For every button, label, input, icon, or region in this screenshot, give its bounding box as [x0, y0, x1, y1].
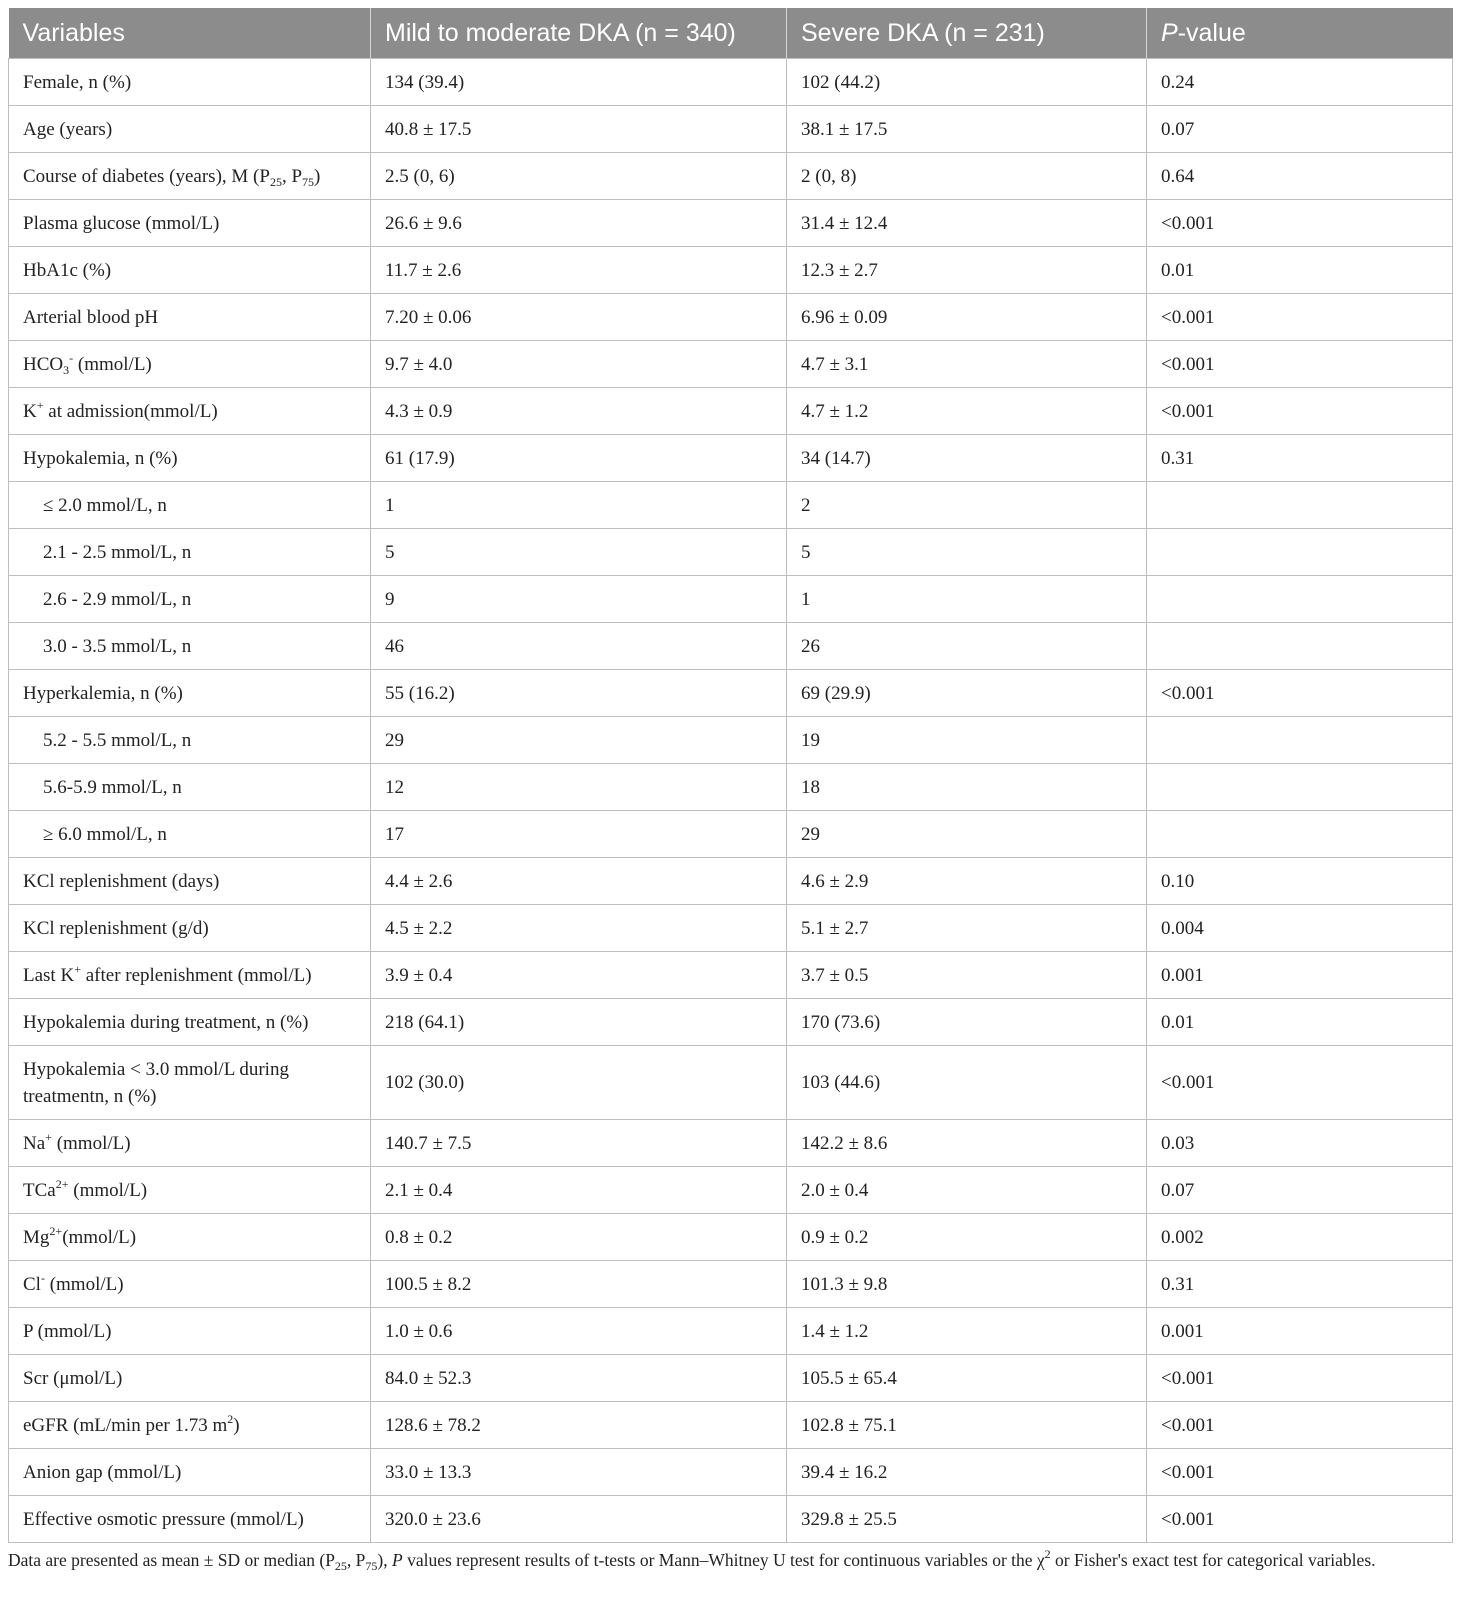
p-value-cell: 0.31: [1147, 1261, 1453, 1308]
severe-value-cell: 102 (44.2): [787, 59, 1147, 106]
p-value-cell: [1147, 764, 1453, 811]
mild-value-cell: 26.6 ± 9.6: [371, 200, 787, 247]
mild-value-cell: 134 (39.4): [371, 59, 787, 106]
variable-label-part: ): [233, 1414, 240, 1436]
results-table: [8, 8, 1453, 1543]
variable-cell: 5.6-5.9 mmol/L, n: [9, 764, 371, 811]
p-value-cell: 0.002: [1147, 1214, 1453, 1261]
table-row: [9, 529, 1453, 576]
table-row: [9, 717, 1453, 764]
header-p-italic: P: [1161, 18, 1178, 47]
variable-cell: [9, 341, 371, 388]
table-container: [8, 8, 1452, 1571]
severe-value-cell: 12.3 ± 2.7: [787, 247, 1147, 294]
mild-value-cell: 9.7 ± 4.0: [371, 341, 787, 388]
variable-cell: KCl replenishment (g/d): [9, 905, 371, 952]
severe-value-cell: 0.9 ± 0.2: [787, 1214, 1147, 1261]
variable-cell: [9, 1261, 371, 1308]
variable-cell: 5.2 - 5.5 mmol/L, n: [9, 717, 371, 764]
table-row: [9, 1046, 1453, 1120]
header-p-rest: -value: [1177, 18, 1246, 47]
p-value-cell: 0.07: [1147, 106, 1453, 153]
table-row: [9, 200, 1453, 247]
variable-cell: Hypokalemia, n (%): [9, 435, 371, 482]
p-value-cell: [1147, 576, 1453, 623]
severe-value-cell: 101.3 ± 9.8: [787, 1261, 1147, 1308]
table-row: [9, 1449, 1453, 1496]
variable-label-part: (mmol/L): [62, 1226, 137, 1248]
severe-value-cell: 69 (29.9): [787, 670, 1147, 717]
variable-label-part: (mmol/L): [51, 1132, 131, 1154]
severe-value-cell: 142.2 ± 8.6: [787, 1120, 1147, 1167]
variable-cell: Hypokalemia < 3.0 mmol/L during treatmentn, n (%): [9, 1046, 371, 1120]
variable-label-part: Na: [23, 1132, 46, 1154]
variable-cell: Hypokalemia during treatment, n (%): [9, 999, 371, 1046]
table-row: [9, 858, 1453, 905]
mild-value-cell: 46: [371, 623, 787, 670]
header-severe: Severe DKA (n = 231): [787, 8, 1147, 59]
table-row: [9, 999, 1453, 1046]
p-value-cell: 0.004: [1147, 905, 1453, 952]
table-row: [9, 1496, 1453, 1543]
p-value-cell: [1147, 529, 1453, 576]
variable-cell: [9, 952, 371, 999]
mild-value-cell: 140.7 ± 7.5: [371, 1120, 787, 1167]
variable-label-part: (mmol/L): [73, 353, 152, 375]
table-row: [9, 59, 1453, 106]
severe-value-cell: 5: [787, 529, 1147, 576]
variable-label-part: +: [74, 961, 81, 976]
mild-value-cell: 100.5 ± 8.2: [371, 1261, 787, 1308]
p-value-cell: <0.001: [1147, 200, 1453, 247]
variable-cell: Effective osmotic pressure (mmol/L): [9, 1496, 371, 1543]
mild-value-cell: 4.3 ± 0.9: [371, 388, 787, 435]
variable-cell: 3.0 - 3.5 mmol/L, n: [9, 623, 371, 670]
p-value-cell: [1147, 717, 1453, 764]
variable-label-part: 3: [63, 362, 70, 377]
variable-label-part: (mmol/L): [44, 1273, 124, 1295]
footnote-text-2: , P: [346, 1550, 366, 1570]
table-row: [9, 764, 1453, 811]
severe-value-cell: 5.1 ± 2.7: [787, 905, 1147, 952]
mild-value-cell: 0.8 ± 0.2: [371, 1214, 787, 1261]
severe-value-cell: 2 (0, 8): [787, 153, 1147, 200]
variable-label-part: 2+: [55, 1176, 69, 1191]
severe-value-cell: 6.96 ± 0.09: [787, 294, 1147, 341]
p-value-cell: <0.001: [1147, 341, 1453, 388]
severe-value-cell: 39.4 ± 16.2: [787, 1449, 1147, 1496]
mild-value-cell: 40.8 ± 17.5: [371, 106, 787, 153]
p-value-cell: [1147, 482, 1453, 529]
footnote-text-4: values represent results of t-tests or Mann–Whitney U test for continuous variables or the χ: [402, 1550, 1045, 1570]
variable-cell: ≤ 2.0 mmol/L, n: [9, 482, 371, 529]
mild-value-cell: 9: [371, 576, 787, 623]
variable-cell: [9, 1120, 371, 1167]
table-footnote: [8, 1547, 1452, 1573]
p-value-cell: [1147, 811, 1453, 858]
footnote-p-italic: P: [391, 1550, 403, 1570]
table-row: [9, 106, 1453, 153]
mild-value-cell: 128.6 ± 78.2: [371, 1402, 787, 1449]
variable-label-part: ): [314, 165, 321, 187]
severe-value-cell: 329.8 ± 25.5: [787, 1496, 1147, 1543]
footnote-sub-1: 25: [334, 1559, 347, 1573]
p-value-cell: 0.07: [1147, 1167, 1453, 1214]
variable-label-part: after replenishment (mmol/L): [80, 964, 312, 986]
table-row: [9, 576, 1453, 623]
variable-label-part: +: [45, 1129, 52, 1144]
footnote-text-5: or Fisher's exact test for categorical variables.: [1050, 1550, 1376, 1570]
mild-value-cell: 102 (30.0): [371, 1046, 787, 1120]
footnote-text-1: Data are presented as mean ± SD or median (P: [8, 1550, 335, 1570]
variable-cell: ≥ 6.0 mmol/L, n: [9, 811, 371, 858]
severe-value-cell: 1.4 ± 1.2: [787, 1308, 1147, 1355]
severe-value-cell: 4.7 ± 3.1: [787, 341, 1147, 388]
p-value-cell: 0.31: [1147, 435, 1453, 482]
p-value-cell: <0.001: [1147, 1355, 1453, 1402]
variable-label-part: 2+: [49, 1223, 63, 1238]
mild-value-cell: 1: [371, 482, 787, 529]
header-p-value: [1147, 8, 1453, 59]
variable-label-part: 2: [227, 1411, 234, 1426]
mild-value-cell: 12: [371, 764, 787, 811]
table-row: [9, 1402, 1453, 1449]
table-row: [9, 1167, 1453, 1214]
mild-value-cell: 4.5 ± 2.2: [371, 905, 787, 952]
variable-label-part: eGFR (mL/min per 1.73 m: [23, 1414, 228, 1436]
table-row: [9, 623, 1453, 670]
table-row: [9, 341, 1453, 388]
mild-value-cell: 2.5 (0, 6): [371, 153, 787, 200]
p-value-cell: <0.001: [1147, 670, 1453, 717]
variable-cell: Anion gap (mmol/L): [9, 1449, 371, 1496]
severe-value-cell: 34 (14.7): [787, 435, 1147, 482]
p-value-cell: <0.001: [1147, 1402, 1453, 1449]
table-row: [9, 247, 1453, 294]
mild-value-cell: 7.20 ± 0.06: [371, 294, 787, 341]
severe-value-cell: 38.1 ± 17.5: [787, 106, 1147, 153]
p-value-cell: <0.001: [1147, 1449, 1453, 1496]
variable-label-part: -: [69, 350, 74, 365]
footnote-text-3: ),: [377, 1550, 392, 1570]
variable-cell: P (mmol/L): [9, 1308, 371, 1355]
severe-value-cell: 31.4 ± 12.4: [787, 200, 1147, 247]
p-value-cell: 0.001: [1147, 952, 1453, 999]
p-value-cell: 0.64: [1147, 153, 1453, 200]
header-mild: Mild to moderate DKA (n = 340): [371, 8, 787, 59]
severe-value-cell: 26: [787, 623, 1147, 670]
mild-value-cell: 33.0 ± 13.3: [371, 1449, 787, 1496]
mild-value-cell: 84.0 ± 52.3: [371, 1355, 787, 1402]
variable-label-part: 25: [269, 174, 282, 189]
table-body: [9, 59, 1453, 1543]
mild-value-cell: 17: [371, 811, 787, 858]
variable-label-part: TCa: [23, 1179, 56, 1201]
severe-value-cell: 170 (73.6): [787, 999, 1147, 1046]
variable-label-part: Mg: [23, 1226, 50, 1248]
variable-cell: Female, n (%): [9, 59, 371, 106]
severe-value-cell: 102.8 ± 75.1: [787, 1402, 1147, 1449]
variable-label-part: K: [23, 400, 37, 422]
variable-cell: Age (years): [9, 106, 371, 153]
variable-label-part: at admission(mmol/L): [43, 400, 218, 422]
variable-label-part: (mmol/L): [68, 1179, 148, 1201]
table-row: [9, 952, 1453, 999]
mild-value-cell: 218 (64.1): [371, 999, 787, 1046]
table-row: [9, 294, 1453, 341]
mild-value-cell: 61 (17.9): [371, 435, 787, 482]
p-value-cell: 0.01: [1147, 999, 1453, 1046]
p-value-cell: <0.001: [1147, 1046, 1453, 1120]
variable-cell: Arterial blood pH: [9, 294, 371, 341]
variable-label-part: , P: [281, 165, 303, 187]
mild-value-cell: 2.1 ± 0.4: [371, 1167, 787, 1214]
table-row: [9, 670, 1453, 717]
variable-label-part: HCO: [23, 353, 64, 375]
table-row: [9, 905, 1453, 952]
variable-cell: [9, 153, 371, 200]
p-value-cell: 0.01: [1147, 247, 1453, 294]
table-row: [9, 153, 1453, 200]
p-value-cell: 0.10: [1147, 858, 1453, 905]
variable-cell: [9, 388, 371, 435]
severe-value-cell: 1: [787, 576, 1147, 623]
p-value-cell: 0.24: [1147, 59, 1453, 106]
severe-value-cell: 3.7 ± 0.5: [787, 952, 1147, 999]
variable-cell: Hyperkalemia, n (%): [9, 670, 371, 717]
severe-value-cell: 4.7 ± 1.2: [787, 388, 1147, 435]
severe-value-cell: 29: [787, 811, 1147, 858]
p-value-cell: <0.001: [1147, 1496, 1453, 1543]
p-value-cell: [1147, 623, 1453, 670]
variable-cell: HbA1c (%): [9, 247, 371, 294]
variable-label-part: Last K: [23, 964, 75, 986]
mild-value-cell: 5: [371, 529, 787, 576]
header-variables: Variables: [9, 8, 371, 59]
variable-label-part: +: [36, 397, 44, 412]
p-value-cell: 0.001: [1147, 1308, 1453, 1355]
table-row: [9, 1308, 1453, 1355]
variable-label-part: 75: [302, 174, 315, 189]
table-row: [9, 435, 1453, 482]
severe-value-cell: 4.6 ± 2.9: [787, 858, 1147, 905]
severe-value-cell: 2: [787, 482, 1147, 529]
mild-value-cell: 11.7 ± 2.6: [371, 247, 787, 294]
severe-value-cell: 105.5 ± 65.4: [787, 1355, 1147, 1402]
variable-label-part: Cl: [23, 1273, 41, 1295]
table-row: [9, 811, 1453, 858]
variable-cell: KCl replenishment (days): [9, 858, 371, 905]
footnote-sub-2: 75: [365, 1559, 378, 1573]
variable-cell: 2.6 - 2.9 mmol/L, n: [9, 576, 371, 623]
severe-value-cell: 103 (44.6): [787, 1046, 1147, 1120]
footnote-sup-1: 2: [1044, 1547, 1051, 1561]
table-header: [9, 8, 1453, 59]
table-row: [9, 388, 1453, 435]
mild-value-cell: 3.9 ± 0.4: [371, 952, 787, 999]
mild-value-cell: 4.4 ± 2.6: [371, 858, 787, 905]
mild-value-cell: 320.0 ± 23.6: [371, 1496, 787, 1543]
mild-value-cell: 1.0 ± 0.6: [371, 1308, 787, 1355]
table-row: [9, 1261, 1453, 1308]
table-row: [9, 482, 1453, 529]
p-value-cell: <0.001: [1147, 388, 1453, 435]
table-row: [9, 1214, 1453, 1261]
table-row: [9, 1120, 1453, 1167]
variable-cell: [9, 1167, 371, 1214]
variable-cell: Plasma glucose (mmol/L): [9, 200, 371, 247]
variable-label-part: Course of diabetes (years), M (P: [23, 165, 270, 187]
variable-cell: [9, 1214, 371, 1261]
variable-cell: Scr (μmol/L): [9, 1355, 371, 1402]
variable-cell: 2.1 - 2.5 mmol/L, n: [9, 529, 371, 576]
severe-value-cell: 18: [787, 764, 1147, 811]
mild-value-cell: 55 (16.2): [371, 670, 787, 717]
severe-value-cell: 2.0 ± 0.4: [787, 1167, 1147, 1214]
severe-value-cell: 19: [787, 717, 1147, 764]
p-value-cell: <0.001: [1147, 294, 1453, 341]
table-row: [9, 1355, 1453, 1402]
variable-label-part: -: [40, 1270, 45, 1285]
header-row: [9, 8, 1453, 59]
p-value-cell: 0.03: [1147, 1120, 1453, 1167]
mild-value-cell: 29: [371, 717, 787, 764]
variable-cell: [9, 1402, 371, 1449]
